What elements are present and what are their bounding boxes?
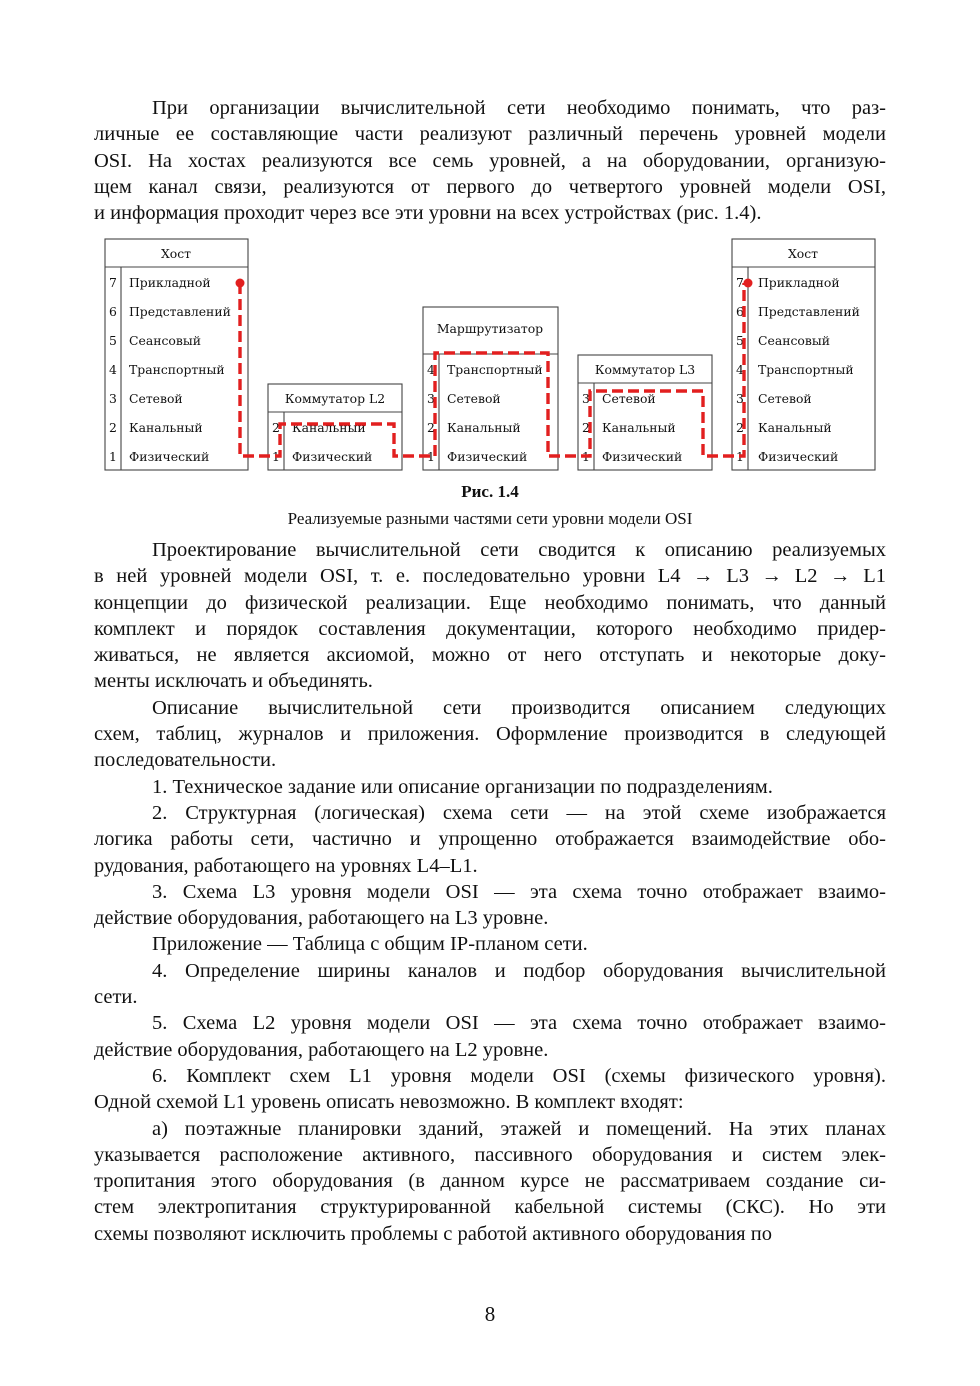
paragraph — [94, 879, 886, 932]
paragraph — [94, 958, 886, 1011]
text-line: живаться, не является аксиомой, можно от него отступать и некоторые доку- — [94, 644, 886, 667]
host-right-stack — [732, 239, 875, 470]
layer-number: 2 — [109, 420, 117, 435]
text-line: схем, таблиц, журналов и приложения. Оформление производится в следующей — [94, 723, 886, 746]
paragraph — [94, 800, 886, 879]
text-line: логика работы сети, частично и упрощенно отображается взаимодействие обо- — [94, 828, 886, 851]
layer-number: 1 — [427, 449, 435, 464]
switch-l2-title: Коммутатор L2 — [284, 391, 386, 406]
router-stack — [423, 307, 558, 470]
router-title: Маршрутизатор — [436, 321, 544, 336]
text-line: а) поэтажные планировки зданий, этажей и помещений. На этих планах — [152, 1117, 886, 1140]
switch-l2-stack — [268, 384, 402, 470]
figure-title: Рис. 1.4 — [461, 482, 519, 501]
layer-number: 7 — [736, 275, 744, 290]
layer-number: 7 — [109, 275, 117, 290]
layer-label: Представлений — [129, 304, 231, 319]
host-left-title: Хост — [160, 246, 192, 261]
paragraph — [94, 1116, 886, 1247]
layer-label: Физический — [447, 449, 528, 464]
layer-number: 3 — [736, 391, 744, 406]
layer-label: Прикладной — [758, 275, 840, 290]
osi-layers-figure — [104, 237, 876, 473]
layer-number: 1 — [736, 449, 744, 464]
paragraph — [94, 695, 886, 774]
text-line: 1. Техническое задание или описание организации по подразделениям. — [152, 775, 773, 798]
text-line: схемы позволяют исключить проблемы с работой активного оборудования по — [94, 1222, 772, 1245]
text-line: сети. — [94, 986, 138, 1009]
layer-label: Канальный — [602, 420, 676, 435]
path-end-dot — [744, 279, 753, 288]
layer-number: 5 — [736, 333, 744, 348]
layer-label: Канальный — [129, 420, 203, 435]
host-right-title: Хост — [787, 246, 819, 261]
text-line: Проектирование вычислительной сети сводится к описанию реализуемых — [152, 539, 886, 561]
layer-number: 4 — [427, 362, 435, 377]
layer-label: Сетевой — [447, 391, 501, 406]
text-line: 6. Комплект схем L1 уровня модели OSI (схемы физического уровня). — [152, 1064, 886, 1087]
layer-number: 6 — [109, 304, 117, 319]
paragraph — [94, 1063, 886, 1116]
layer-label: Физический — [129, 449, 210, 464]
text-line: щем канал связи, реализуются от первого до четвертого уровней модели OSI, — [94, 175, 886, 198]
text-line: тропитания этого оборудования (в данном курсе не рассматриваем создание си- — [94, 1170, 886, 1193]
intro-paragraph — [94, 95, 886, 226]
switch-l3-title: Коммутатор L3 — [594, 362, 696, 377]
text-line: действие оборудования, работающего на L3 уровне. — [94, 907, 549, 930]
text-line: менты исключать и объединять. — [94, 670, 373, 693]
text-line: Приложение — Таблица с общим IP-планом сети. — [152, 933, 588, 956]
layer-number: 1 — [109, 449, 117, 464]
layer-label: Канальный — [758, 420, 832, 435]
layer-number: 4 — [109, 362, 117, 377]
text-line: действие оборудования, работающего на L2 уровне. — [94, 1038, 549, 1061]
text-line: 5. Схема L2 уровня модели OSI — эта схема точно отображает взаимо- — [152, 1012, 886, 1035]
text-line: рудования, работающего на уровнях L4–L1. — [94, 854, 478, 877]
layer-number: 3 — [427, 391, 435, 406]
layer-number: 1 — [272, 449, 280, 464]
text-line: 4. Определение ширины каналов и подбор оборудования вычислительной — [152, 959, 886, 982]
layer-number: 5 — [109, 333, 117, 348]
text-line: комплект и порядок составления документации, которого необходимо придер- — [94, 617, 886, 640]
text-line: Описание вычислительной сети производится описанием следующих — [152, 696, 886, 719]
layer-label: Канальный — [292, 420, 366, 435]
layer-label: Транспортный — [129, 362, 225, 377]
layer-label: Физический — [602, 449, 683, 464]
text-line: в ней уровней модели OSI, т. е. последовательно уровни L4 → L3 → L2 → L1 — [94, 565, 886, 588]
layer-label: Транспортный — [447, 362, 543, 377]
layer-label: Сетевой — [758, 391, 812, 406]
text-line: 2. Структурная (логическая) схема сети — на этой схеме изображается — [152, 801, 886, 824]
text-line: концепции до физической реализации. Еще необходимо понимать, что данный — [94, 591, 886, 614]
page-number: 8 — [484, 1302, 496, 1326]
layer-number: 2 — [736, 420, 744, 435]
text-line: и информация проходит через все эти уровни на всех устройствах (рис. 1.4). — [94, 202, 762, 225]
layer-label: Физический — [292, 449, 373, 464]
layer-label: Транспортный — [758, 362, 854, 377]
layer-number: 3 — [109, 391, 117, 406]
layer-label: Сетевой — [602, 391, 656, 406]
layer-number: 2 — [272, 420, 280, 435]
paragraph — [94, 1010, 886, 1063]
paragraph — [94, 537, 886, 695]
text-line: стем электропитания структурированной кабельной системы (СКС). Но эти — [94, 1196, 886, 1219]
path-start-dot — [236, 279, 245, 288]
text-line: Одной схемой L1 уровень описать невозможно. В комплект входят: — [94, 1091, 684, 1114]
layer-label: Прикладной — [129, 275, 211, 290]
text-line: последовательности. — [94, 749, 277, 772]
layer-number: 2 — [582, 420, 590, 435]
body-text — [94, 537, 886, 1247]
layer-label: Сеансовый — [129, 333, 201, 348]
text-line: личные ее составляющие части реализуют различный перечень уровней модели — [94, 123, 886, 146]
layer-label: Сеансовый — [758, 333, 830, 348]
layer-label: Физический — [758, 449, 839, 464]
layer-label: Сетевой — [129, 391, 183, 406]
layer-label: Канальный — [447, 420, 521, 435]
host-left-stack — [105, 239, 248, 470]
text-line: OSI. На хостах реализуются все семь уровней, а на оборудовании, организую- — [94, 149, 886, 172]
figure-caption: Реализуемые разными частями сети уровни модели OSI — [287, 509, 693, 528]
text-line: 3. Схема L3 уровня модели OSI — эта схема точно отображает взаимо- — [152, 880, 886, 903]
text-line: указывается расположение активного, пассивного оборудования и систем элек- — [94, 1143, 886, 1166]
paragraph — [94, 774, 886, 800]
layer-label: Представлений — [758, 304, 860, 319]
switch-l3-stack — [578, 355, 712, 470]
paragraph — [94, 931, 886, 957]
layer-number: 1 — [582, 449, 590, 464]
layer-number: 2 — [427, 420, 435, 435]
layer-number: 3 — [582, 391, 590, 406]
layer-number: 6 — [736, 304, 744, 319]
layer-number: 4 — [736, 362, 744, 377]
text-line: При организации вычислительной сети необходимо понимать, что раз- — [152, 97, 886, 119]
